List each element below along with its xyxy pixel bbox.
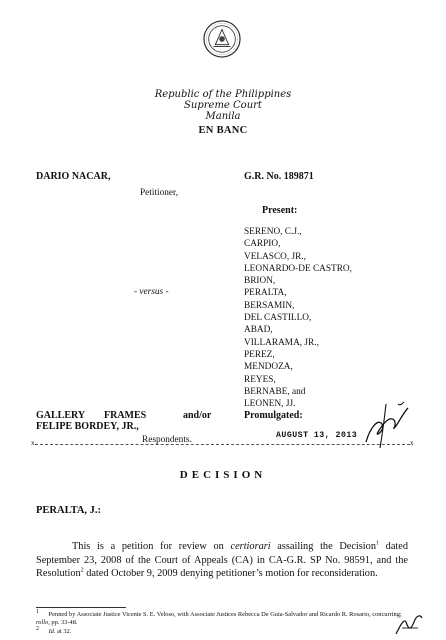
- justice-name: BERSAMIN,: [244, 300, 295, 311]
- promulgated-label: Promulgated:: [244, 410, 303, 421]
- justice-name: CARPIO,: [244, 239, 281, 250]
- separator-right-x: x: [410, 439, 414, 447]
- justices-list: [244, 226, 352, 410]
- en-banc-label: EN BANC: [198, 125, 248, 136]
- justice-name: VELASCO, JR.,: [244, 251, 306, 262]
- footnote-text-tail: , pp. 33-48.: [48, 619, 78, 626]
- body-text-2: assailing the Decision: [270, 541, 376, 552]
- ponente: PERALTA, J.:: [36, 505, 102, 516]
- respondents-role: Respondents.: [142, 435, 192, 445]
- supreme-court-seal-icon: [203, 20, 241, 58]
- footnote-text: Penned by Associate Justice Vicente S. E. Veloso, with Associate Justices Rebecca De Guia-Salvador and Ricardo R. Rosario, concurring;: [48, 611, 402, 618]
- justice-name: BRION,: [244, 276, 276, 287]
- respondents-line2: FELIPE BORDEY, JR.,: [36, 421, 139, 432]
- footnote-italic: Id.: [48, 628, 56, 635]
- justice-name: PEREZ,: [244, 349, 275, 360]
- footnote-1: [36, 608, 408, 627]
- respondents-word-andor: and/or: [183, 410, 212, 421]
- header-republic: Republic of the Philippines: [154, 89, 292, 100]
- body-text-4: dated October 9, 2009 denying petitioner’s motion for reconsideration.: [83, 568, 378, 579]
- footnote-2: [36, 625, 236, 636]
- decision-title: DECISION: [179, 469, 267, 481]
- promulgated-date-stamp: AUGUST 13, 2013: [276, 431, 358, 440]
- respondents-word-gallery: GALLERY: [36, 410, 86, 421]
- footnote-number: 2: [36, 625, 39, 632]
- footnote-rule: [36, 607, 126, 608]
- footnote-ref-2: 2: [80, 567, 84, 574]
- present-label: Present:: [262, 205, 298, 216]
- body-paragraph: [36, 540, 408, 581]
- justice-name: ABAD,: [244, 325, 273, 336]
- header-manila: Manila: [205, 111, 241, 122]
- body-text-3: dated September 23, 2008 of the Court of Appeals (CA) in CA-G.R. SP No. 98591, and the Resolution: [36, 541, 408, 579]
- respondents-word-frames: FRAMES: [104, 410, 147, 421]
- petitioner-name: DARIO NACAR,: [36, 171, 111, 182]
- justice-name: LEONEN, JJ.: [244, 399, 296, 410]
- petitioner-role: Petitioner,: [140, 188, 179, 198]
- handwritten-initials-icon: [392, 612, 426, 638]
- footnote-number: 1: [36, 608, 39, 615]
- justice-name: SERENO, C.J.,: [244, 227, 302, 237]
- footnote-italic: rollo: [36, 619, 49, 626]
- footnote-text-tail: at 32.: [55, 628, 72, 635]
- footnote-ref-1: 1: [375, 540, 379, 547]
- justice-name: REYES,: [244, 374, 276, 385]
- justice-name: PERALTA,: [244, 288, 287, 299]
- dashed-separator: [35, 444, 410, 445]
- header-supreme-court: Supreme Court: [184, 100, 262, 111]
- body-text-1: This is a petition for review on: [72, 541, 231, 552]
- case-number: G.R. No. 189871: [244, 171, 314, 182]
- justice-name: BERNABE, and: [244, 386, 306, 397]
- body-italic-certiorari: certiorari: [230, 541, 271, 552]
- justice-name: LEONARDO-DE CASTRO,: [244, 263, 352, 274]
- justice-name: MENDOZA,: [244, 362, 293, 373]
- versus-label: - versus -: [134, 287, 169, 297]
- separator-left-x: x: [31, 439, 35, 447]
- justice-name: VILLARAMA, JR.,: [244, 337, 319, 348]
- justice-name: DEL CASTILLO,: [244, 313, 312, 324]
